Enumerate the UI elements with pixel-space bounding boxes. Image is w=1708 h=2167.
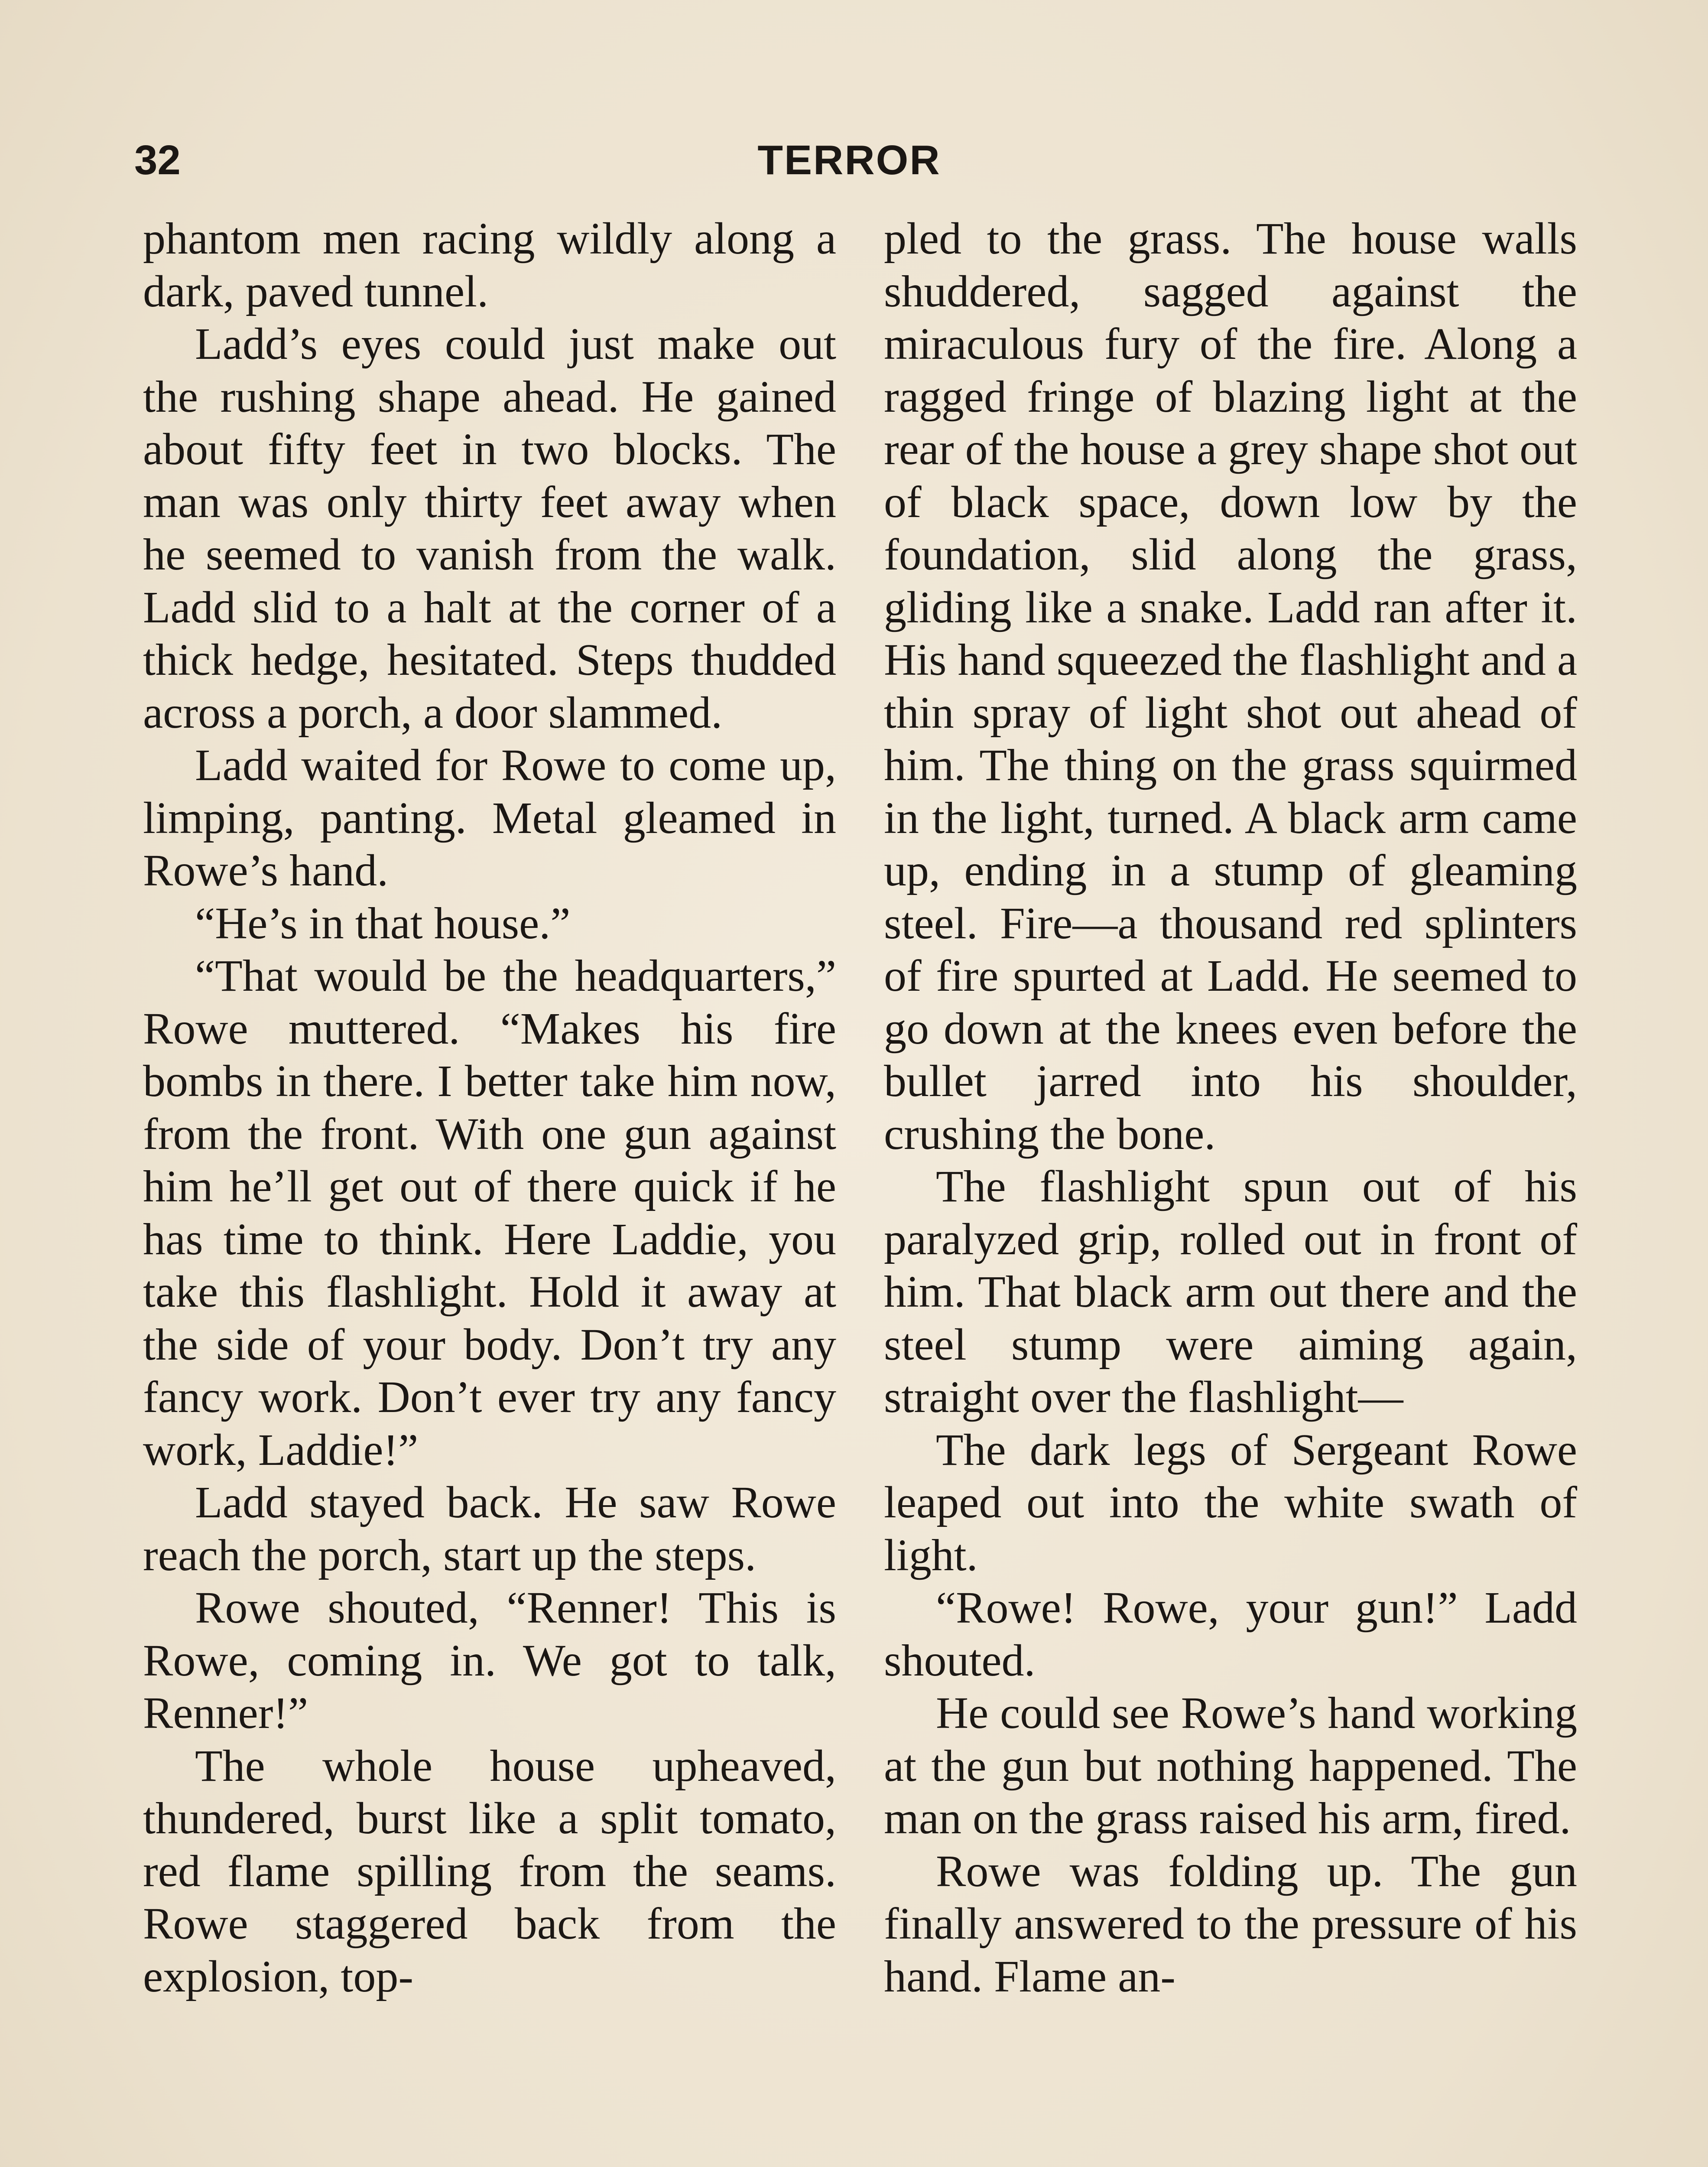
paragraph: The whole house upheaved, thundered, burst like a split tomato, red flame spilling from the seams. Rowe staggered back from the explosion, top- [143, 1741, 836, 2001]
paragraph: “That would be the headquarters,” Rowe muttered. “Makes his fire bombs in there. I better take him now, from the front. With one gun against him he’ll get out of there quick if he has time to think. Here Laddie, you take this flashlight. Hold it away at the side of your body. Don’t try any fancy work. Don’t ever try any fancy work, Laddie!” [143, 951, 836, 1475]
paragraph: Ladd stayed back. He saw Rowe reach the porch, start up the steps. [143, 1477, 836, 1580]
paragraph: “He’s in that house.” [195, 898, 571, 948]
paragraph: “Rowe! Rowe, your gun!” Ladd shouted. [884, 1583, 1577, 1685]
paragraph: Rowe shouted, “Renner! This is Rowe, coming in. We got to talk, Renner!” [143, 1583, 836, 1738]
paragraph: The flashlight spun out of his paralyzed grip, rolled out in front of him. That black arm out there and the steel stump were aiming again, straight over the flashlight— [884, 1162, 1577, 1422]
page-number: 32 [134, 137, 181, 183]
paragraph: He could see Rowe’s hand working at the gun but nothing happened. The man on the grass raised his arm, fired. [884, 1688, 1577, 1843]
paragraph: The dark legs of Sergeant Rowe leaped out into the white swath of light. [884, 1425, 1577, 1580]
paragraph: phantom men racing wildly along a dark, paved tunnel. [143, 214, 836, 316]
running-head: TERROR [757, 137, 941, 183]
right-column [884, 212, 1577, 2003]
paragraph: Ladd waited for Rowe to come up, limping, panting. Metal gleamed in Rowe’s hand. [143, 740, 836, 895]
paragraph: Ladd’s eyes could just make out the rushing shape ahead. He gained about fifty feet in two blocks. The man was only thirty feet away when he seemed to vanish from the walk. Ladd slid to a halt at the corner of a thick hedge, hesitated. Steps thudded across a porch, a door slammed. [143, 319, 836, 738]
paragraph: pled to the grass. The house walls shuddered, sagged against the miraculous fury of the fire. Along a ragged fringe of blazing light at the rear of the house a grey shape shot out of black space, down low by the foundation, slid along the grass, gliding like a snake. Ladd ran after it. His hand squeezed the flashlight and a thin spray of light shot out ahead of him. The thing on the grass squirmed in the light, turned. A black arm came up, ending in a stump of gleaming steel. Fire—a thousand red splinters of fire spurted at Ladd. He seemed to go down at the knees even before the bullet jarred into his shoulder, crushing the bone. [884, 214, 1577, 1159]
page-header [134, 130, 1564, 191]
left-column [143, 212, 836, 2003]
paragraph: Rowe was folding up. The gun finally answered to the pressure of his hand. Flame an- [884, 1846, 1577, 2001]
